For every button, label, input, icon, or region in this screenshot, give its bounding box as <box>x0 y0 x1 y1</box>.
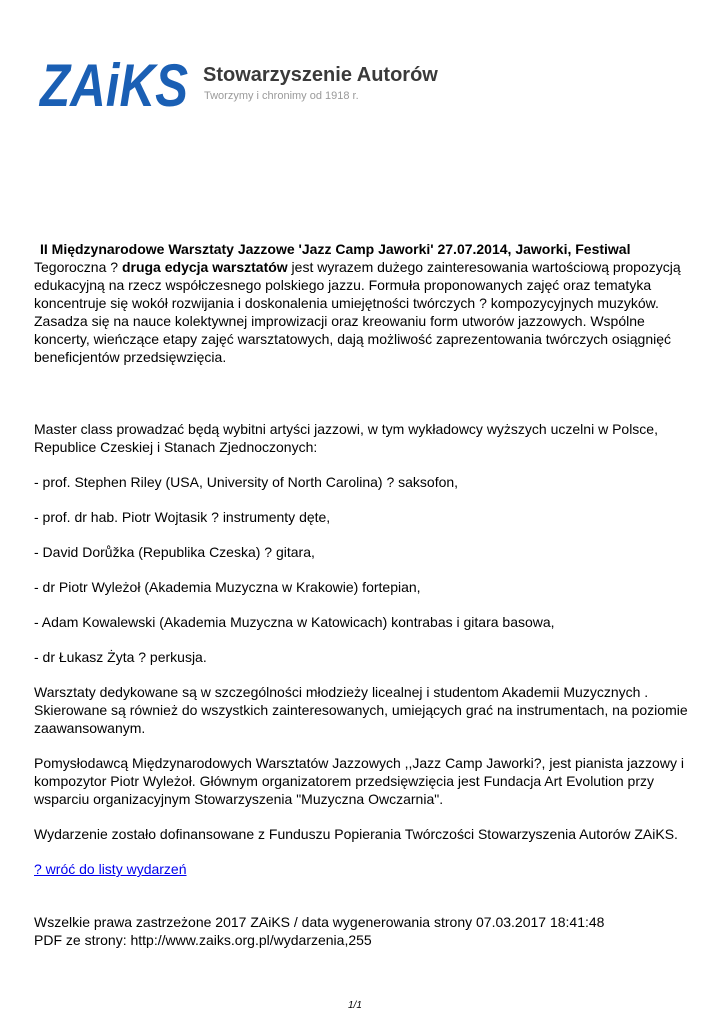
article-title: II Międzynarodowe Warsztaty Jazzowe 'Jazz Camp Jaworki' 27.07.2014, Jaworki, Festiwal <box>40 241 631 257</box>
copyright-line: Wszelkie prawa zastrzeżone 2017 ZAiKS / data wygenerowania strony 07.03.2017 18:41:48 <box>34 914 605 930</box>
master-class-paragraph: Master class prowadzać będą wybitni artyści jazzowi, w tym wykładowcy wyższych uczelni w Polsce, Republice Czeskiej i Stanach Zjednoczonych: <box>34 421 658 455</box>
teacher-item: - dr Łukasz Żyta ? perkusja. <box>34 649 207 665</box>
audience-paragraph: Warsztaty dedykowane są w szczególności młodzieży licealnej i studentom Akademii Muzycznych . Skierowane są również do wszystkich zainteresowanych, umiejących grać na instrumentach, na poziomie zaawansowanym. <box>34 684 688 736</box>
svg-text:ZAiKS: ZAiKS <box>38 52 188 119</box>
org-name: Stowarzyszenie Autorów <box>203 64 438 86</box>
intro-text-a: Tegoroczna ? <box>34 259 122 275</box>
teacher-item: - prof. Stephen Riley (USA, University of North Carolina) ? saksofon, <box>34 474 459 490</box>
intro-paragraph <box>34 240 694 366</box>
page-number: 1/1 <box>348 1000 362 1011</box>
pdf-source-line: PDF ze strony: http://www.zaiks.org.pl/wydarzenia,255 <box>34 932 372 948</box>
teacher-item: - Adam Kowalewski (Akademia Muzyczna w Katowicach) kontrabas i gitara basowa, <box>34 614 555 630</box>
intro-text-b: jest wyrazem dużego zainteresowania wartościową propozycją edukacyjną na rzecz współczesnego polskiego jazzu. Formuła proponowanych zajęć oraz tematyka koncentruje się wokół rozwijania i doskonalenia umiejętności twórczych ? kompozycyjnych muzyków. Zasadza się na nauce kolektywnej improwizacji oraz kreowaniu form utworów jazzowych. Wspólne koncerty, wieńczące etapy zajęć warsztatowych, dają możliwość zaprezentowania twórczych osiągnięć beneficjentów przedsięwzięcia. <box>34 259 681 365</box>
org-tagline: Tworzymy i chronimy od 1918 r. <box>204 90 359 102</box>
funding-paragraph: Wydarzenie zostało dofinansowane z Funduszu Popierania Twórczości Stowarzyszenia Autorów ZAiKS. <box>34 826 678 842</box>
back-to-events-link[interactable]: ? wróć do listy wydarzeń <box>34 861 187 877</box>
organizer-paragraph: Pomysłodawcą Międzynarodowych Warsztatów Jazzowych ,,Jazz Camp Jaworki?, jest pianista jazzowy i kompozytor Piotr Wyleżoł. Głównym organizatorem przedsięwzięcia jest Fundacja Art Evolution przy wsparciu organizacyjnym Stowarzyszenia "Muzyczna Owczarnia". <box>34 755 684 807</box>
article-body <box>34 240 694 878</box>
page-footer <box>34 913 604 949</box>
teacher-item: - prof. dr hab. Piotr Wojtasik ? instrumenty dęte, <box>34 509 331 525</box>
intro-bold: druga edycja warsztatów <box>121 259 288 275</box>
teacher-item: - dr Piotr Wyleżoł (Akademia Muzyczna w Krakowie) fortepian, <box>34 579 421 595</box>
teacher-item: - David Dorůžka (Republika Czeska) ? gitara, <box>34 544 315 560</box>
zaiks-logo <box>38 52 190 119</box>
